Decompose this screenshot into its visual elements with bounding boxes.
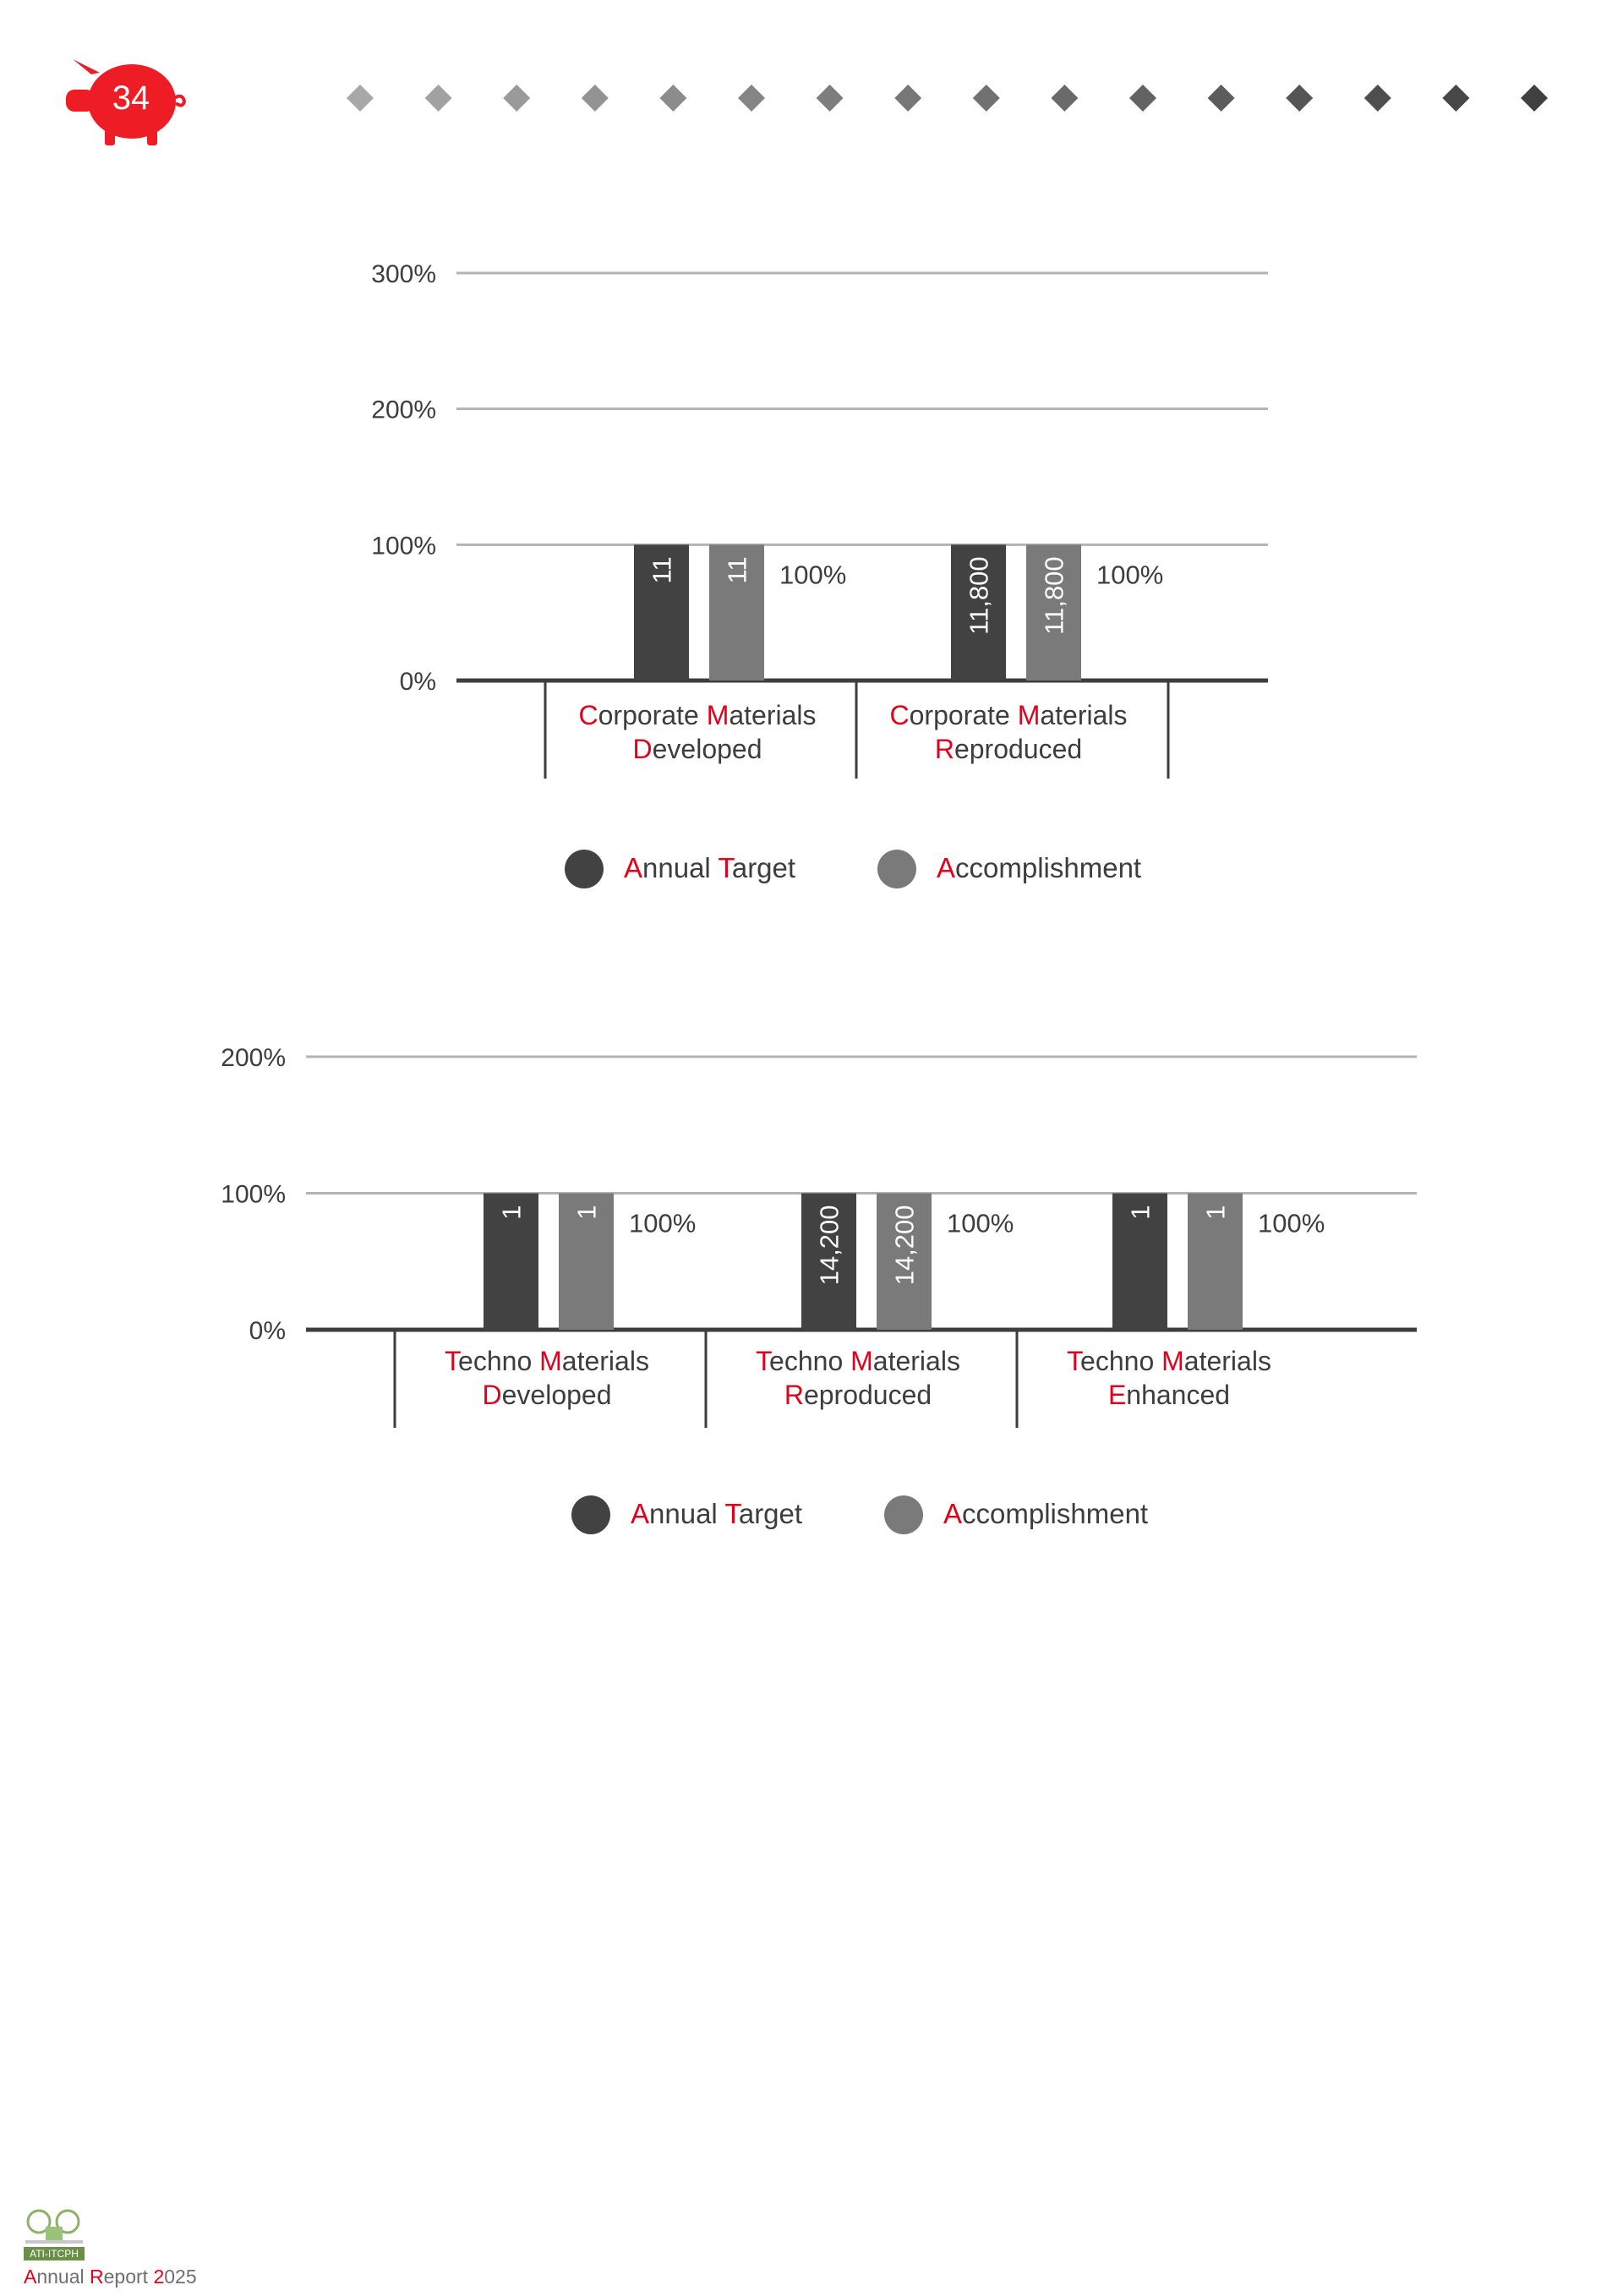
legend-corporate [565, 847, 1156, 889]
percent-label: 100% [779, 560, 847, 590]
diamond-icon [1364, 85, 1391, 112]
bar-value-label: 11 [722, 556, 752, 584]
diamond-icon [1129, 85, 1156, 112]
y-tick-label: 0% [249, 1317, 286, 1345]
bar-value-label: 11,800 [964, 556, 994, 635]
percent-label: 100% [947, 1208, 1014, 1238]
bar-value-label: 1 [571, 1205, 602, 1220]
percent-label: 100% [629, 1208, 697, 1238]
diamond-icon [1286, 85, 1313, 112]
corporate-materials-chart [0, 237, 1623, 913]
y-tick-label: 300% [371, 260, 436, 288]
legend-dot-target-icon [571, 1495, 610, 1534]
diamond-icon [659, 85, 686, 112]
diamond-icon [1442, 85, 1469, 112]
diamond-icon [894, 85, 921, 112]
diamond-icon [973, 85, 1000, 112]
bar-value-label: 11,800 [1039, 556, 1069, 635]
footer-logo-badge: ATI-ITCPH [24, 2247, 85, 2260]
corporate-materials-chart-svg [0, 237, 1623, 913]
legend-techno [571, 1493, 1163, 1535]
techno-materials-chart [0, 1031, 1623, 1572]
bar-value-label: 1 [1125, 1205, 1156, 1220]
category-label-techno-reproduced: Techno Materials Reproduced [756, 1346, 960, 1410]
legend-label-target: Annual Target [624, 852, 796, 883]
legend-label-accomplishment: Accomplishment [943, 1498, 1149, 1529]
legend-dot-accomplishment-icon [884, 1495, 923, 1534]
bar-value-label: 1 [1200, 1205, 1231, 1220]
y-tick-label: 200% [221, 1044, 286, 1072]
diamond-icon [425, 85, 452, 112]
category-label-corporate-reproduced: Corporate Materials Reproduced [889, 700, 1128, 764]
diamond-icon [582, 85, 609, 112]
legend-dot-target-icon [565, 850, 604, 888]
diamond-icon [1521, 85, 1548, 112]
footer-title: Annual Report 2025 [24, 2266, 197, 2288]
diamond-icon [347, 85, 374, 112]
bar-value-label: 11 [647, 556, 677, 584]
category-label-corporate-developed: Corporate Materials Developed [578, 700, 817, 764]
y-tick-label: 0% [399, 668, 436, 696]
y-tick-label: 200% [371, 396, 436, 424]
y-tick-label: 100% [371, 532, 436, 560]
percent-label: 100% [1096, 560, 1164, 590]
diamond-icon [1208, 85, 1235, 112]
page-number: 34 [112, 79, 150, 117]
bar-value-label: 14,200 [814, 1205, 844, 1286]
percent-label: 100% [1258, 1208, 1325, 1238]
legend-label-target: Annual Target [631, 1498, 803, 1529]
legend-label-accomplishment: Accomplishment [937, 852, 1142, 883]
techno-materials-chart-svg [0, 1031, 1623, 1572]
diamond-icon [503, 85, 530, 112]
diamond-icon [1051, 85, 1078, 112]
diamond-decoration-row [0, 0, 1623, 169]
diamond-icon [817, 85, 844, 112]
category-label-techno-developed: Techno Materials Developed [445, 1346, 649, 1410]
diamond-icon [738, 85, 765, 112]
category-label-techno-enhanced: Techno Materials Enhanced [1067, 1346, 1271, 1410]
bar-value-label: 14,200 [889, 1205, 920, 1286]
y-tick-label: 100% [221, 1180, 286, 1209]
legend-dot-accomplishment-icon [877, 850, 916, 888]
bar-value-label: 1 [496, 1205, 527, 1220]
